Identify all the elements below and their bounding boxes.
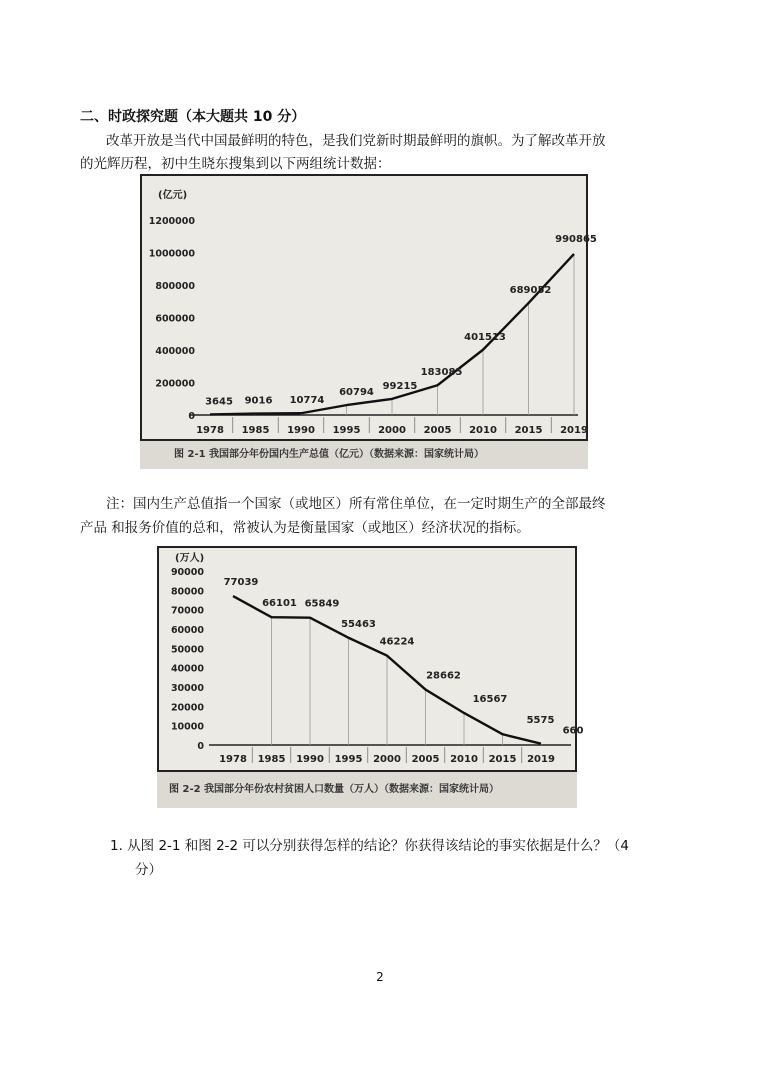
note-line-1: 注：国内生产总值指一个国家（或地区）所有常住单位，在一定时期生产的全部最终: [106, 496, 606, 512]
data-label: 401513: [464, 331, 506, 343]
y-tick-label: 50000: [170, 644, 204, 656]
y-tick-label: 70000: [170, 605, 204, 617]
y-tick-label: 0: [197, 741, 204, 752]
x-tick-label: 2015: [514, 425, 543, 436]
gdp-chart-svg: [142, 176, 597, 439]
x-tick-label: 1995: [332, 425, 361, 436]
data-label: 5575: [526, 715, 555, 727]
y-tick-label: 40000: [170, 663, 204, 675]
note-line-2: 产品 和报务价值的总和，常被认为是衡量国家（或地区）经济状况的指标。: [80, 520, 530, 536]
data-label: 689052: [509, 285, 552, 297]
x-tick-label: 2019: [527, 754, 555, 765]
x-tick-label: 1985: [257, 754, 286, 765]
x-tick-label: 1995: [334, 754, 363, 765]
poverty-chart-caption: 图 2-2 我国部分年份农村贫困人口数量（万人）（数据来源：国家统计局）: [157, 772, 577, 808]
page-number: 2: [376, 970, 384, 984]
y-tick-label: 80000: [170, 586, 204, 598]
y-tick-label: 200000: [155, 378, 195, 390]
x-tick-label: 1978: [196, 425, 224, 436]
data-label: 77039: [223, 577, 259, 589]
data-label: 3645: [205, 396, 233, 408]
x-tick-label: 1985: [241, 425, 270, 436]
y-tick-label: 400000: [155, 346, 195, 357]
gdp-chart: [140, 174, 597, 441]
x-tick-label: 1978: [219, 754, 247, 765]
y-tick-label: 0: [188, 411, 195, 422]
y-tick-label: 1200000: [148, 216, 195, 227]
x-tick-label: 2005: [411, 754, 440, 765]
x-tick-label: 2019: [560, 425, 588, 436]
data-label: 46224: [379, 636, 415, 648]
data-label: 183085: [420, 367, 463, 379]
data-label: 55463: [341, 618, 376, 630]
x-tick-label: 2010: [469, 425, 497, 436]
data-label: 60794: [339, 387, 374, 399]
y-tick-label: 10000: [170, 721, 204, 733]
section-title: 二、时政探究题（本大题共 10 分）: [80, 109, 306, 125]
y-tick-label: 60000: [170, 625, 204, 636]
intro-line-2: 的光辉历程，初中生晓东搜集到以下两组统计数据：: [80, 156, 391, 172]
x-tick-label: 2000: [378, 425, 406, 436]
data-label: 66101: [262, 598, 297, 610]
unit-label: (万人): [175, 553, 205, 564]
question-1-line-1: 1. 从图 2-1 和图 2-2 可以分别获得怎样的结论？你获得该结论的事实依据是什么？（4: [110, 838, 630, 854]
data-label: 660: [562, 725, 584, 737]
data-label: 16567: [472, 693, 508, 705]
y-tick-label: 600000: [155, 313, 195, 325]
data-label: 65849: [304, 598, 340, 610]
unit-label: (亿元): [158, 190, 188, 201]
y-tick-label: 20000: [170, 702, 204, 714]
y-tick-label: 800000: [155, 281, 195, 292]
question-1-line-2: 分）: [135, 862, 162, 878]
x-tick-label: 1990: [287, 425, 315, 436]
x-tick-label: 2005: [423, 425, 452, 436]
y-tick-label: 30000: [170, 683, 204, 694]
data-label: 10774: [289, 395, 325, 407]
intro-line-1: 改革开放是当代中国最鲜明的特色，是我们党新时期最鲜明的旗帜。为了解改革开放: [106, 133, 606, 149]
poverty-chart: [157, 546, 584, 772]
x-tick-label: 2015: [488, 754, 517, 765]
y-tick-label: 90000: [170, 567, 204, 578]
x-tick-label: 2000: [373, 754, 401, 765]
gdp-chart-caption: 图 2-1 我国部分年份国内生产总值（亿元）（数据来源：国家统计局）: [140, 441, 588, 469]
data-label: 9016: [244, 395, 273, 407]
y-tick-label: 1000000: [148, 248, 195, 260]
data-label: 99215: [382, 380, 418, 392]
data-label: 28662: [426, 670, 461, 682]
x-tick-label: 2010: [450, 754, 478, 765]
poverty-chart-svg: [159, 548, 584, 770]
x-tick-label: 1990: [296, 754, 324, 765]
data-label: 990865: [555, 233, 597, 245]
